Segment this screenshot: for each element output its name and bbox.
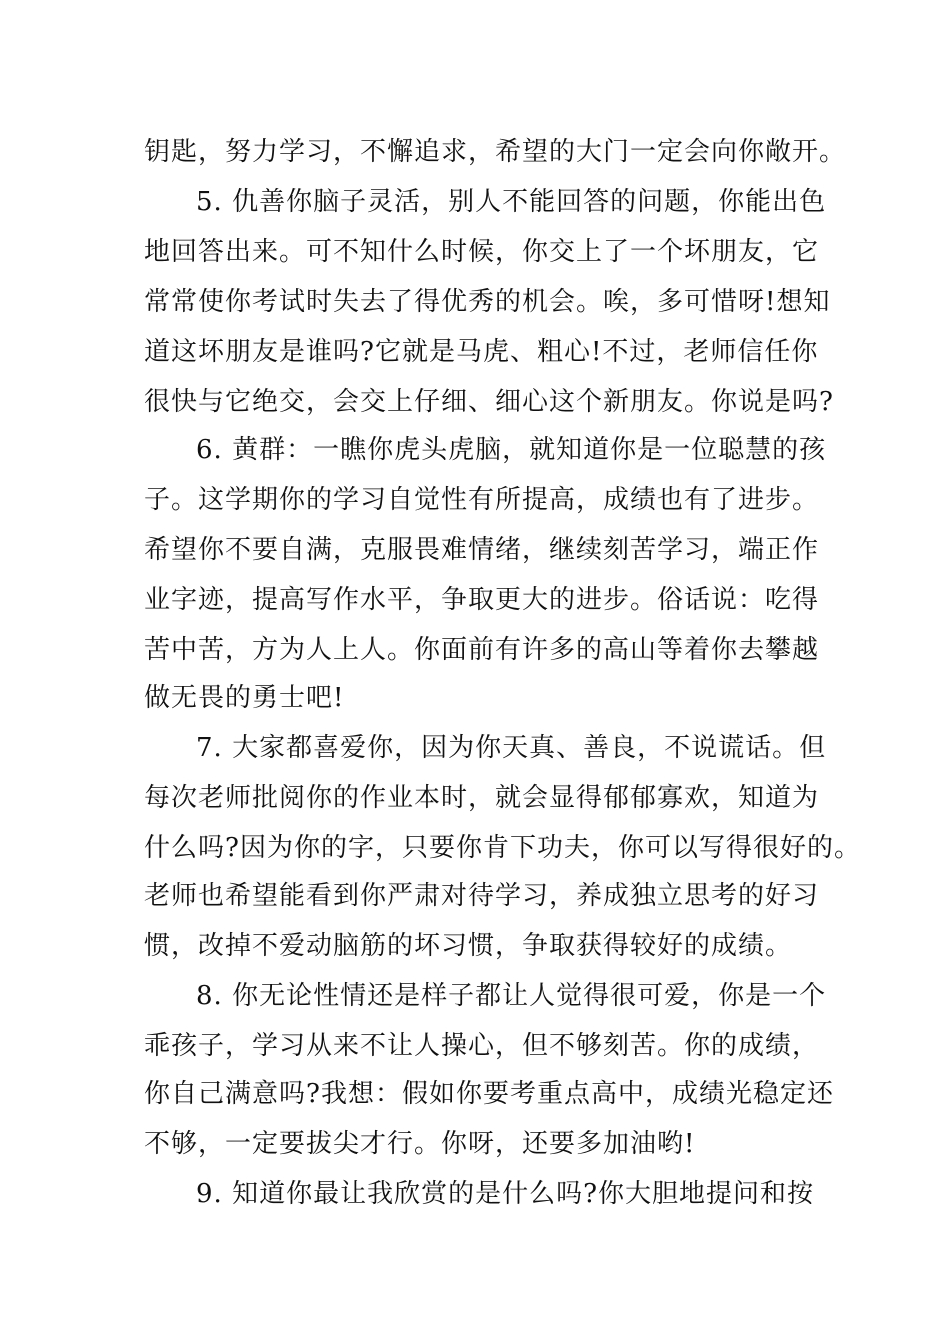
text-line: 道这坏朋友是谁吗?它就是马虎、粗心!不过，老师信任你 — [144, 337, 819, 367]
text-line: 惯，改掉不爱动脑筋的坏习惯，争取获得较好的成绩。 — [144, 931, 793, 961]
text-line: 业字迹，提高写作水平，争取更大的进步。俗话说：吃得 — [144, 585, 820, 615]
text-line: 每次老师批阅你的作业本时，就会显得郁郁寡欢，知道为 — [144, 783, 820, 813]
text-line: 希望你不要自满，克服畏难情绪，继续刻苦学习，端正作 — [144, 535, 820, 565]
text-line: 苦中苦，方为人上人。你面前有许多的高山等着你去攀越 — [144, 635, 820, 665]
text-line: 你自己满意吗?我想：假如你要考重点高中，成绩光稳定还 — [144, 1079, 834, 1109]
paragraph-5-line: 5. 仇善你脑子灵活，别人不能回答的问题，你能出色 — [196, 187, 827, 217]
text-line: 地回答出来。可不知什么时候，你交上了一个坏朋友，它 — [144, 237, 820, 267]
text-line: 做无畏的勇士吧! — [144, 683, 345, 713]
text-line: 什么吗?因为你的字，只要你肯下功夫，你可以写得很好的。 — [144, 833, 861, 863]
text-line: 常常使你考试时失去了得优秀的机会。唉，多可惜呀!想知 — [144, 287, 831, 317]
paragraph-7-line: 7. 大家都喜爱你，因为你天真、善良，不说谎话。但 — [196, 733, 827, 763]
paragraph-8-line: 8. 你无论性情还是样子都让人觉得很可爱，你是一个 — [196, 981, 827, 1011]
text-line: 很快与它绝交，会交上仔细、细心这个新朋友。你说是吗? — [144, 387, 834, 417]
text-line: 乖孩子，学习从来不让人操心，但不够刻苦。你的成绩， — [144, 1031, 820, 1061]
paragraph-9-line: 9. 知道你最让我欣赏的是什么吗?你大胆地提问和按 — [196, 1179, 815, 1209]
paragraph-6-line: 6. 黄群：一瞧你虎头虎脑，就知道你是一位聪慧的孩 — [196, 435, 827, 465]
text-line: 子。这学期你的学习自觉性有所提高，成绩也有了进步。 — [144, 485, 820, 515]
text-line: 老师也希望能看到你严肃对待学习，养成独立思考的好习 — [144, 881, 820, 911]
text-line: 不够，一定要拔尖才行。你呀，还要多加油哟! — [144, 1129, 696, 1159]
text-line: 钥匙，努力学习，不懈追求，希望的大门一定会向你敞开。 — [144, 137, 847, 167]
